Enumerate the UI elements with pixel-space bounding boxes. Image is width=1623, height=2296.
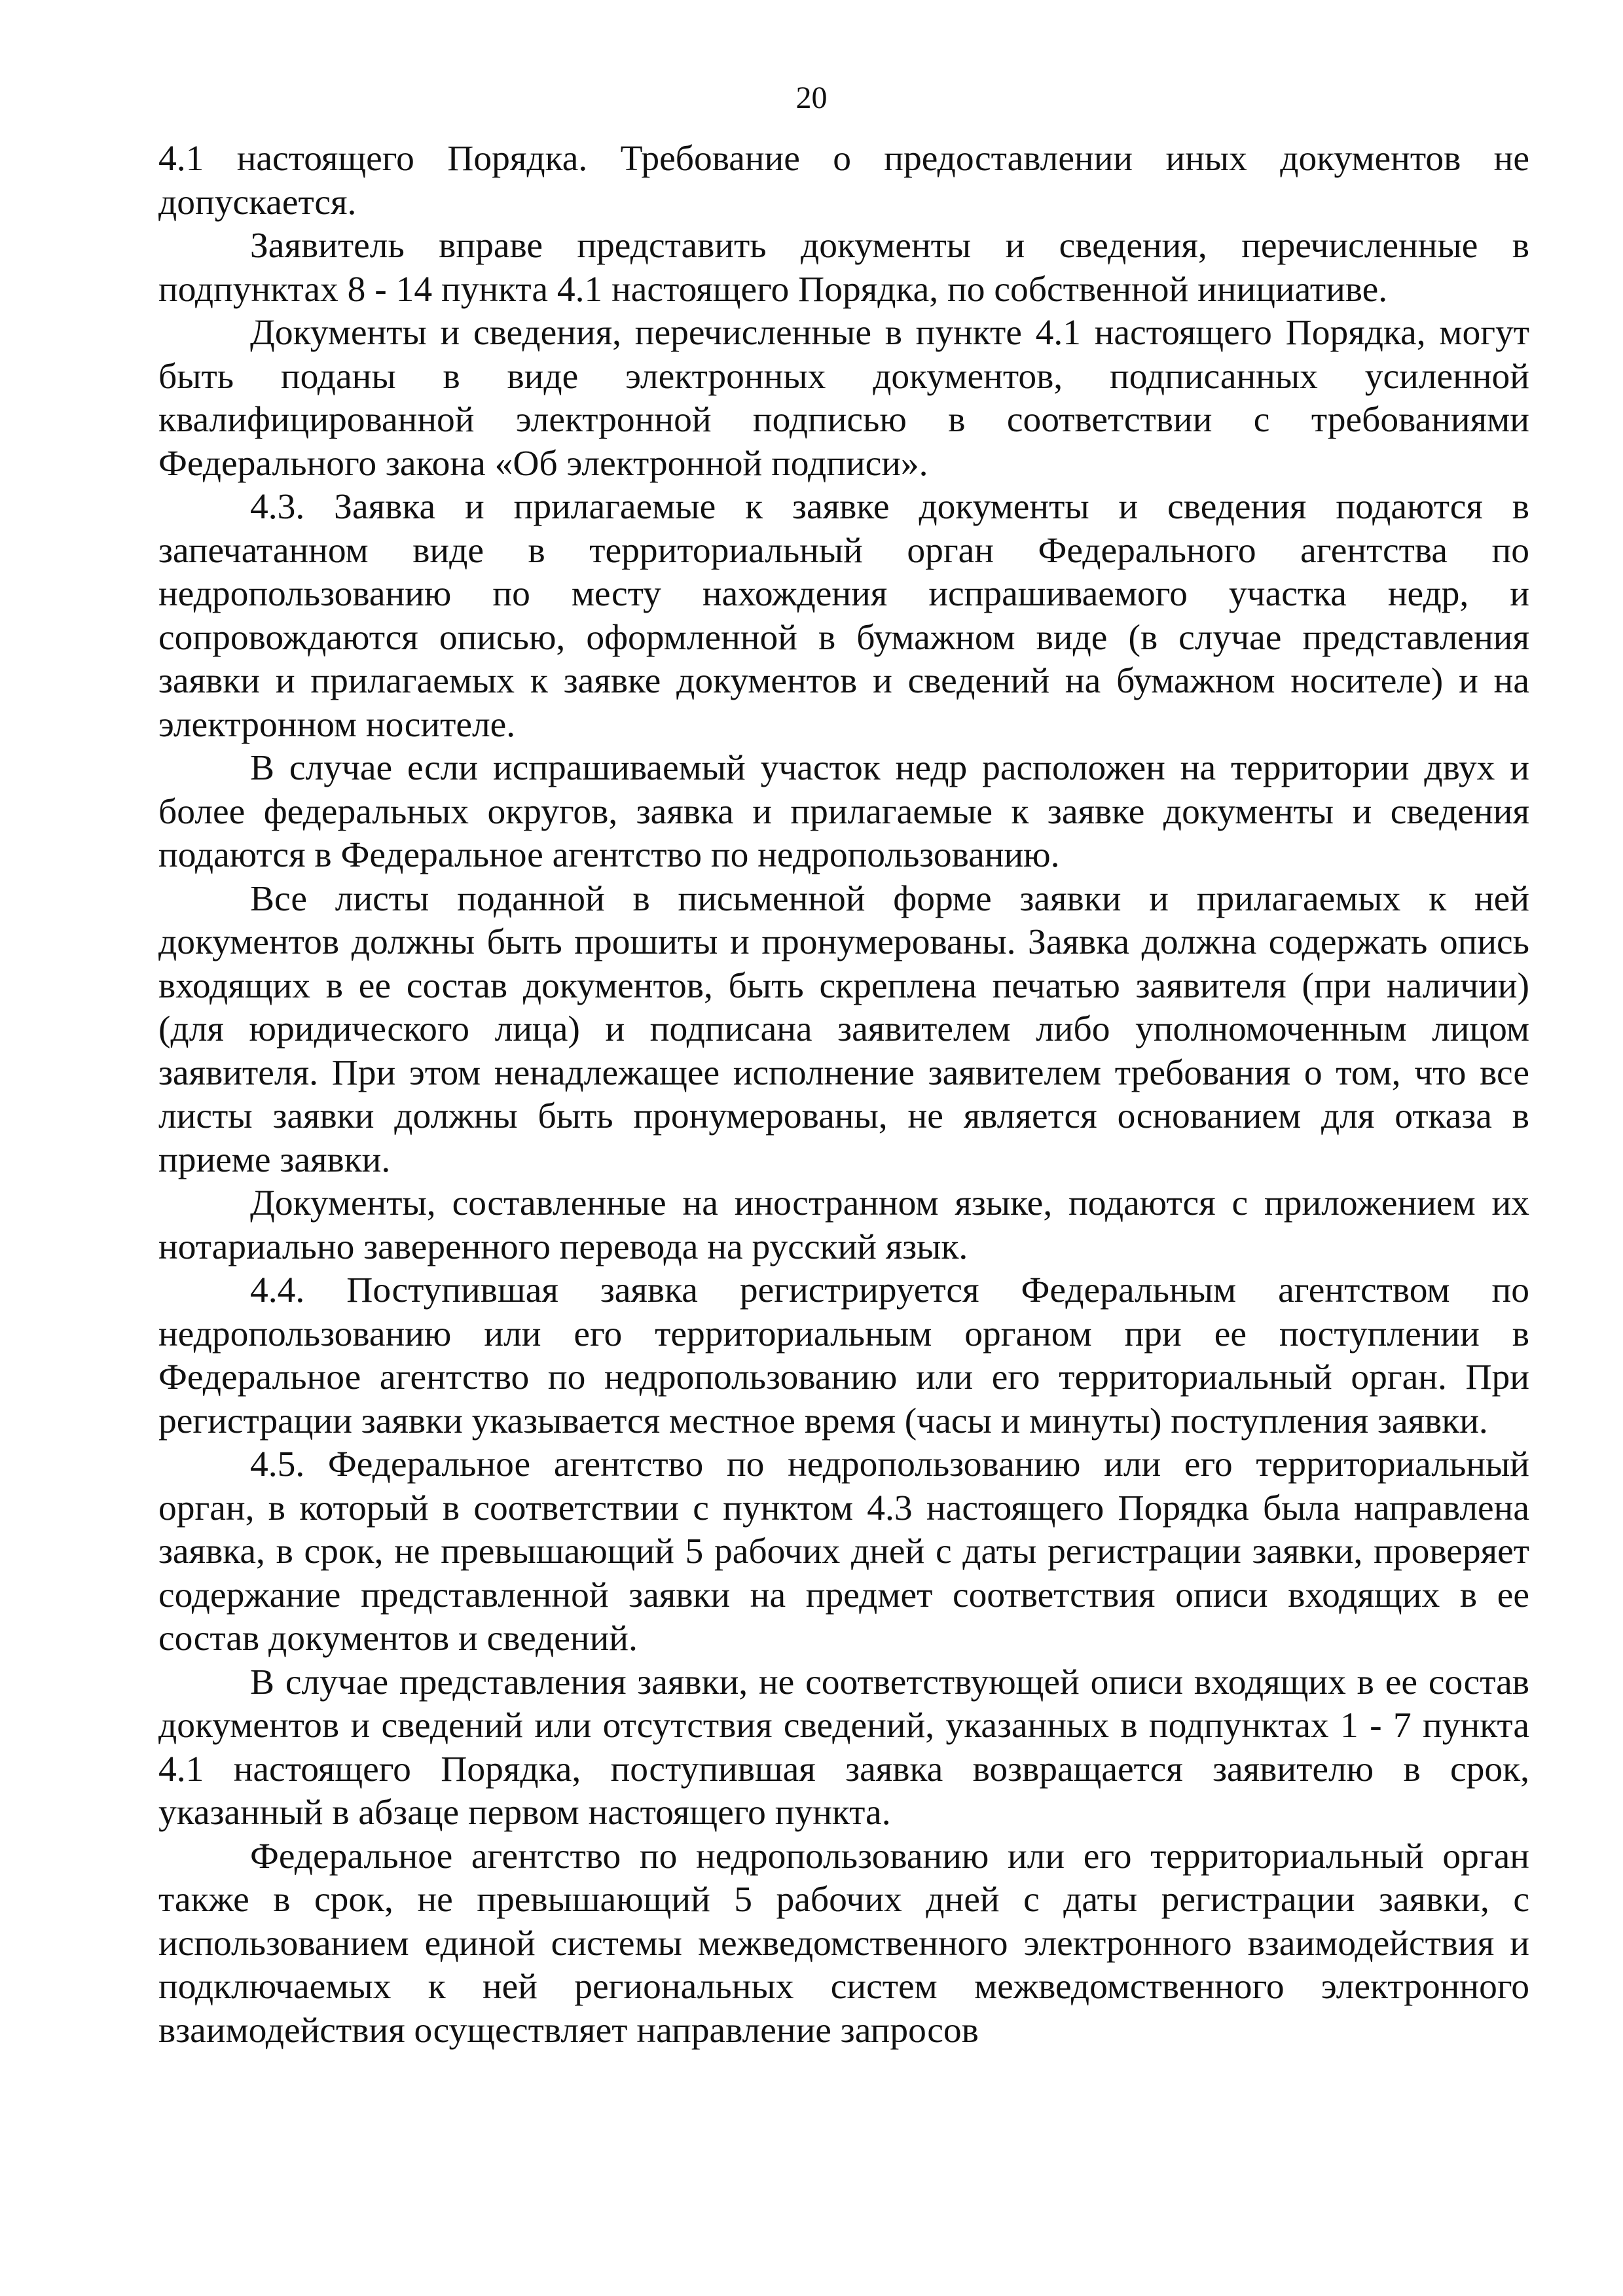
paragraph-section-4-5: 4.5. Федеральное агентство по недропользованию или его территориальный орган, в который в соответствии с пунктом 4.3 настоящего Порядка была направлена заявка, в срок, не превышающий 5 рабочих дней с даты регистрации заявки, проверяет содержание представленной заявки на предмет соответствия описи входящих в ее состав документов и сведений. <box>158 1444 1529 1659</box>
paragraph-section-4-4: 4.4. Поступившая заявка регистрируется Федеральным агентством по недропользованию или его территориальным органом при ее поступлении в Федеральное агентство по недропользованию или его территориальный орган. При регистрации заявки указывается местное время (часы и минуты) поступления заявки. <box>158 1270 1529 1441</box>
paragraph: Документы и сведения, перечисленные в пункте 4.1 настоящего Порядка, могут быть поданы в виде электронных документов, подписанных усиленной квалифицированной электронной подписью в соответствии с требованиями Федерального закона «Об электронной подписи». <box>158 313 1529 484</box>
paragraph: В случае если испрашиваемый участок недр расположен на территории двух и более федеральных округов, заявка и прилагаемые к заявке документы и сведения подаются в Федеральное агентство по недропользованию. <box>158 748 1529 875</box>
page-number: 20 <box>795 81 828 115</box>
paragraph-section-4-3: 4.3. Заявка и прилагаемые к заявке документы и сведения подаются в запечатанном виде в территориальный орган Федерального агентства по недропользованию по месту нахождения испрашиваемого участка недр, и сопровождаются описью, оформленной в бумажном виде (в случае представления заявки и прилагаемых к заявке документов и сведений на бумажном носителе) и на электронном носителе. <box>158 487 1529 745</box>
paragraph: Все листы поданной в письменной форме заявки и прилагаемых к ней документов должны быть прошиты и пронумерованы. Заявка должна содержать опись входящих в ее состав документов, быть скреплена печатью заявителя (при наличии) (для юридического лица) и подписана заявителем либо уполномоченным лицом заявителя. При этом ненадлежащее исполнение заявителем требования о том, что все листы заявки должны быть пронумерованы, не является основанием для отказа в приеме заявки. <box>158 878 1529 1180</box>
paragraph: Федеральное агентство по недропользованию или его территориальный орган также в срок, не превышающий 5 рабочих дней с даты регистрации заявки, с использованием единой системы межведомственного электронного взаимодействия и подключаемых к ней региональных систем межведомственного электронного взаимодействия осуществляет направление запросов <box>158 1836 1529 2051</box>
paragraph-continuation: 4.1 настоящего Порядка. Требование о предоставлении иных документов не допускается. <box>158 139 1529 223</box>
paragraph: В случае представления заявки, не соответствующей описи входящих в ее состав документов и сведений или отсутствия сведений, указанных в подпунктах 1 - 7 пункта 4.1 настоящего Порядка, поступившая заявка возвращается заявителю в срок, указанный в абзаце первом настоящего пункта. <box>158 1662 1529 1833</box>
paragraph: Заявитель вправе представить документы и сведения, перечисленные в подпунктах 8 - 14 пункта 4.1 настоящего Порядка, по собственной инициативе. <box>158 226 1529 310</box>
document-body <box>158 137 1529 2053</box>
paragraph: Документы, составленные на иностранном языке, подаются с приложением их нотариально заверенного перевода на русский язык. <box>158 1183 1529 1267</box>
